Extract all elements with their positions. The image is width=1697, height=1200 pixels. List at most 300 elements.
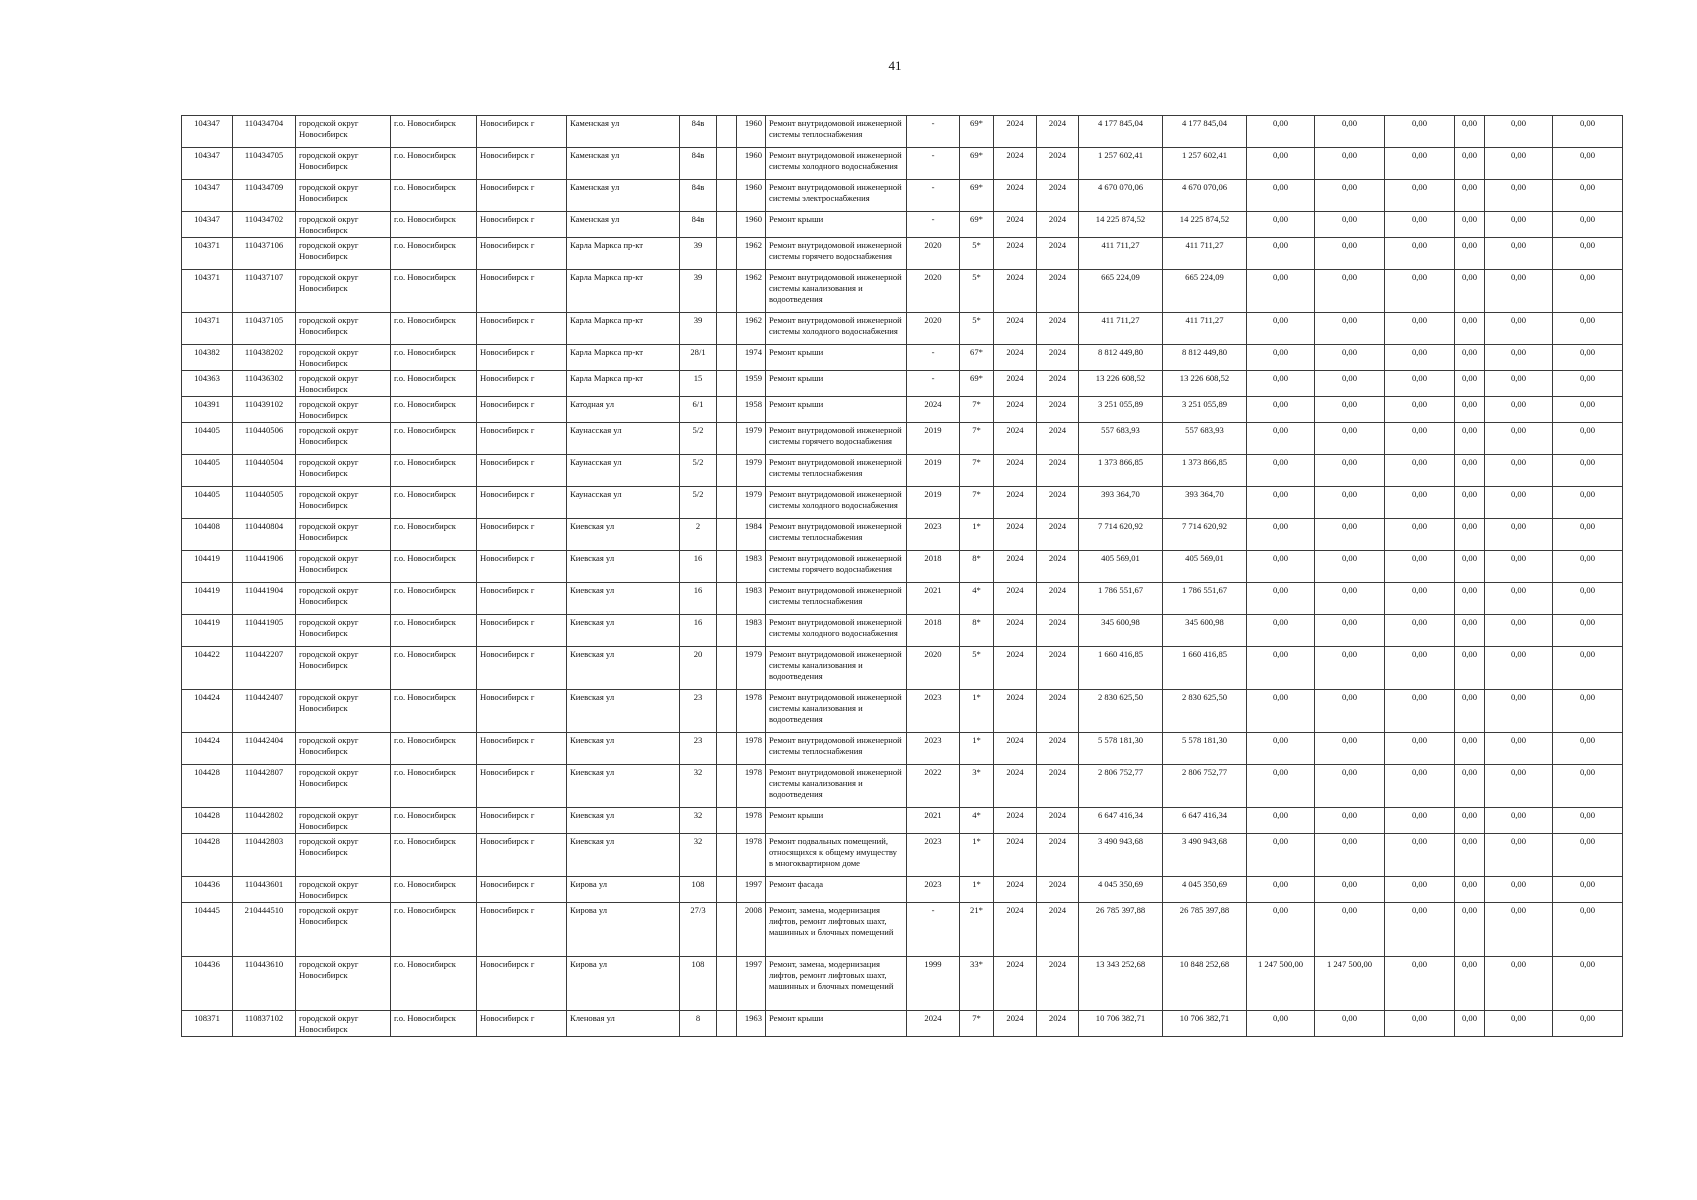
cell-locality: Новосибирск г <box>477 519 567 551</box>
cell-budget-amount-6: 0,00 <box>1553 397 1623 423</box>
cell-year-built: 1960 <box>737 212 766 238</box>
cell-year-built: 1978 <box>737 765 766 808</box>
cell-municipality: г.о. Новосибирск <box>391 877 477 903</box>
cell-rank: 5* <box>960 647 994 690</box>
cell-municipality: г.о. Новосибирск <box>391 212 477 238</box>
cell-locality: Новосибирск г <box>477 551 567 583</box>
cell-budget-amount-1: 0,00 <box>1247 903 1315 957</box>
cell-municipality: г.о. Новосибирск <box>391 397 477 423</box>
cell-budget-amount-4: 0,00 <box>1455 551 1485 583</box>
cell-plan-year-end: 2024 <box>1037 116 1079 148</box>
cell-budget-amount-6: 0,00 <box>1553 903 1623 957</box>
cell-municipal-district: городской округ Новосибирск <box>296 808 391 834</box>
cell-municipality: г.о. Новосибирск <box>391 148 477 180</box>
table-row <box>182 148 1623 180</box>
cell-budget-amount-5: 0,00 <box>1485 371 1553 397</box>
cell-total-cost: 2 830 625,50 <box>1079 690 1163 733</box>
cell-year-built: 1959 <box>737 371 766 397</box>
table-row <box>182 690 1623 733</box>
cell-work-type: Ремонт внутридомовой инженерной системы холодного водоснабжения <box>766 148 907 180</box>
cell-budget-amount-3: 0,00 <box>1385 455 1455 487</box>
cell-house-number: 84в <box>680 116 717 148</box>
cell-budget-amount-3: 0,00 <box>1385 615 1455 647</box>
cell-budget-amount-1: 0,00 <box>1247 212 1315 238</box>
cell-rank: 7* <box>960 423 994 455</box>
cell-budget-amount-5: 0,00 <box>1485 877 1553 903</box>
cell-house-id: 104347 <box>182 148 233 180</box>
cell-municipality: г.о. Новосибирск <box>391 270 477 313</box>
cell-fund-amount: 4 045 350,69 <box>1163 877 1247 903</box>
cell-budget-amount-6: 0,00 <box>1553 519 1623 551</box>
cell-year-built: 1958 <box>737 397 766 423</box>
cell-house-number: 20 <box>680 647 717 690</box>
cell-rank: 3* <box>960 765 994 808</box>
cell-building <box>717 808 737 834</box>
cell-fund-amount: 1 373 866,85 <box>1163 455 1247 487</box>
cell-budget-amount-5: 0,00 <box>1485 903 1553 957</box>
cell-house-number: 27/3 <box>680 903 717 957</box>
cell-budget-amount-4: 0,00 <box>1455 212 1485 238</box>
cell-house-id: 104408 <box>182 519 233 551</box>
cell-budget-amount-1: 0,00 <box>1247 733 1315 765</box>
cell-building <box>717 690 737 733</box>
cell-plan-year-start: 2024 <box>994 903 1037 957</box>
cell-work-type: Ремонт внутридомовой инженерной системы электроснабжения <box>766 180 907 212</box>
cell-budget-amount-2: 0,00 <box>1315 345 1385 371</box>
cell-house-number: 32 <box>680 834 717 877</box>
cell-fund-amount: 1 257 602,41 <box>1163 148 1247 180</box>
cell-budget-amount-5: 0,00 <box>1485 238 1553 270</box>
cell-locality: Новосибирск г <box>477 270 567 313</box>
cell-budget-amount-1: 0,00 <box>1247 519 1315 551</box>
cell-work-code: 110441906 <box>233 551 296 583</box>
cell-fund-amount: 1 660 416,85 <box>1163 647 1247 690</box>
cell-locality: Новосибирск г <box>477 733 567 765</box>
cell-locality: Новосибирск г <box>477 180 567 212</box>
cell-building <box>717 270 737 313</box>
cell-budget-amount-6: 0,00 <box>1553 270 1623 313</box>
cell-fund-amount: 5 578 181,30 <box>1163 733 1247 765</box>
cell-plan-year-end: 2024 <box>1037 180 1079 212</box>
cell-work-code: 110437107 <box>233 270 296 313</box>
cell-municipal-district: городской округ Новосибирск <box>296 270 391 313</box>
cell-total-cost: 10 706 382,71 <box>1079 1011 1163 1037</box>
cell-work-code: 110438202 <box>233 345 296 371</box>
cell-budget-amount-3: 0,00 <box>1385 957 1455 1011</box>
cell-budget-amount-5: 0,00 <box>1485 313 1553 345</box>
cell-municipality: г.о. Новосибирск <box>391 808 477 834</box>
cell-house-id: 104436 <box>182 877 233 903</box>
cell-work-type: Ремонт внутридомовой инженерной системы горячего водоснабжения <box>766 551 907 583</box>
cell-plan-year-start: 2024 <box>994 238 1037 270</box>
cell-municipality: г.о. Новосибирск <box>391 455 477 487</box>
cell-plan-year-start: 2024 <box>994 733 1037 765</box>
cell-budget-amount-4: 0,00 <box>1455 690 1485 733</box>
cell-budget-amount-3: 0,00 <box>1385 1011 1455 1037</box>
cell-locality: Новосибирск г <box>477 834 567 877</box>
cell-street: Карла Маркса пр-кт <box>567 238 680 270</box>
cell-plan-year-start: 2024 <box>994 877 1037 903</box>
cell-year-built: 1979 <box>737 455 766 487</box>
cell-total-cost: 1 373 866,85 <box>1079 455 1163 487</box>
cell-work-code: 110443610 <box>233 957 296 1011</box>
cell-budget-amount-4: 0,00 <box>1455 834 1485 877</box>
cell-house-id: 104428 <box>182 834 233 877</box>
cell-budget-amount-3: 0,00 <box>1385 551 1455 583</box>
cell-budget-amount-6: 0,00 <box>1553 808 1623 834</box>
cell-house-number: 28/1 <box>680 345 717 371</box>
cell-building <box>717 877 737 903</box>
cell-rank: 4* <box>960 583 994 615</box>
cell-municipality: г.о. Новосибирск <box>391 551 477 583</box>
cell-last-repair-year: 2020 <box>907 270 960 313</box>
page-number: 41 <box>888 58 902 73</box>
table-row <box>182 345 1623 371</box>
cell-building <box>717 212 737 238</box>
cell-work-type: Ремонт внутридомовой инженерной системы теплоснабжения <box>766 116 907 148</box>
cell-work-type: Ремонт внутридомовой инженерной системы холодного водоснабжения <box>766 615 907 647</box>
cell-house-number: 23 <box>680 733 717 765</box>
cell-work-code: 110441905 <box>233 615 296 647</box>
cell-budget-amount-4: 0,00 <box>1455 487 1485 519</box>
cell-municipality: г.о. Новосибирск <box>391 647 477 690</box>
cell-total-cost: 557 683,93 <box>1079 423 1163 455</box>
cell-last-repair-year: 2018 <box>907 551 960 583</box>
cell-municipal-district: городской округ Новосибирск <box>296 690 391 733</box>
cell-house-id: 108371 <box>182 1011 233 1037</box>
cell-house-number: 39 <box>680 270 717 313</box>
cell-budget-amount-5: 0,00 <box>1485 551 1553 583</box>
cell-house-id: 104424 <box>182 733 233 765</box>
cell-last-repair-year: 2020 <box>907 238 960 270</box>
cell-plan-year-end: 2024 <box>1037 455 1079 487</box>
cell-budget-amount-1: 0,00 <box>1247 371 1315 397</box>
cell-house-id: 104363 <box>182 371 233 397</box>
cell-fund-amount: 2 830 625,50 <box>1163 690 1247 733</box>
cell-budget-amount-2: 0,00 <box>1315 903 1385 957</box>
cell-budget-amount-2: 0,00 <box>1315 180 1385 212</box>
cell-year-built: 1974 <box>737 345 766 371</box>
cell-house-number: 5/2 <box>680 487 717 519</box>
cell-budget-amount-6: 0,00 <box>1553 212 1623 238</box>
cell-building <box>717 647 737 690</box>
cell-budget-amount-4: 0,00 <box>1455 519 1485 551</box>
cell-municipality: г.о. Новосибирск <box>391 765 477 808</box>
cell-plan-year-end: 2024 <box>1037 733 1079 765</box>
cell-budget-amount-1: 0,00 <box>1247 397 1315 423</box>
cell-work-type: Ремонт внутридомовой инженерной системы горячего водоснабжения <box>766 423 907 455</box>
cell-budget-amount-3: 0,00 <box>1385 313 1455 345</box>
cell-municipality: г.о. Новосибирск <box>391 180 477 212</box>
cell-budget-amount-4: 0,00 <box>1455 345 1485 371</box>
cell-budget-amount-4: 0,00 <box>1455 270 1485 313</box>
cell-work-code: 110434704 <box>233 116 296 148</box>
cell-building <box>717 519 737 551</box>
table-row <box>182 615 1623 647</box>
cell-year-built: 1978 <box>737 690 766 733</box>
cell-budget-amount-2: 0,00 <box>1315 834 1385 877</box>
cell-budget-amount-5: 0,00 <box>1485 397 1553 423</box>
cell-year-built: 1963 <box>737 1011 766 1037</box>
cell-last-repair-year: 2022 <box>907 765 960 808</box>
cell-total-cost: 3 490 943,68 <box>1079 834 1163 877</box>
cell-budget-amount-1: 0,00 <box>1247 647 1315 690</box>
cell-budget-amount-5: 0,00 <box>1485 690 1553 733</box>
cell-budget-amount-1: 0,00 <box>1247 615 1315 647</box>
table-row <box>182 765 1623 808</box>
cell-year-built: 1983 <box>737 615 766 647</box>
cell-budget-amount-6: 0,00 <box>1553 487 1623 519</box>
cell-rank: 33* <box>960 957 994 1011</box>
cell-work-type: Ремонт внутридомовой инженерной системы канализования и водоотведения <box>766 270 907 313</box>
cell-street: Киевская ул <box>567 615 680 647</box>
cell-building <box>717 903 737 957</box>
cell-street: Киевская ул <box>567 733 680 765</box>
cell-municipality: г.о. Новосибирск <box>391 903 477 957</box>
cell-municipality: г.о. Новосибирск <box>391 345 477 371</box>
cell-building <box>717 455 737 487</box>
cell-budget-amount-5: 0,00 <box>1485 647 1553 690</box>
table-row <box>182 957 1623 1011</box>
cell-total-cost: 3 251 055,89 <box>1079 397 1163 423</box>
cell-municipal-district: городской округ Новосибирск <box>296 371 391 397</box>
cell-building <box>717 313 737 345</box>
cell-budget-amount-5: 0,00 <box>1485 519 1553 551</box>
cell-street: Каунасская ул <box>567 455 680 487</box>
cell-fund-amount: 4 177 845,04 <box>1163 116 1247 148</box>
cell-building <box>717 1011 737 1037</box>
cell-municipality: г.о. Новосибирск <box>391 313 477 345</box>
cell-total-cost: 8 812 449,80 <box>1079 345 1163 371</box>
table-body <box>182 116 1623 1037</box>
cell-municipal-district: городской округ Новосибирск <box>296 345 391 371</box>
cell-total-cost: 13 226 608,52 <box>1079 371 1163 397</box>
cell-house-id: 104347 <box>182 116 233 148</box>
cell-budget-amount-2: 0,00 <box>1315 423 1385 455</box>
cell-municipality: г.о. Новосибирск <box>391 116 477 148</box>
cell-plan-year-start: 2024 <box>994 487 1037 519</box>
cell-budget-amount-5: 0,00 <box>1485 487 1553 519</box>
cell-work-type: Ремонт крыши <box>766 397 907 423</box>
cell-house-id: 104424 <box>182 690 233 733</box>
cell-budget-amount-6: 0,00 <box>1553 733 1623 765</box>
cell-last-repair-year: - <box>907 371 960 397</box>
cell-budget-amount-2: 0,00 <box>1315 615 1385 647</box>
cell-rank: 5* <box>960 270 994 313</box>
cell-building <box>717 551 737 583</box>
cell-house-id: 104428 <box>182 808 233 834</box>
cell-budget-amount-2: 0,00 <box>1315 455 1385 487</box>
cell-total-cost: 26 785 397,88 <box>1079 903 1163 957</box>
cell-street: Каменская ул <box>567 180 680 212</box>
cell-budget-amount-2: 0,00 <box>1315 371 1385 397</box>
cell-street: Киевская ул <box>567 690 680 733</box>
cell-fund-amount: 10 848 252,68 <box>1163 957 1247 1011</box>
cell-house-id: 104371 <box>182 270 233 313</box>
cell-budget-amount-2: 0,00 <box>1315 690 1385 733</box>
cell-rank: 1* <box>960 877 994 903</box>
table-row <box>182 270 1623 313</box>
cell-house-id: 104419 <box>182 615 233 647</box>
table-row <box>182 551 1623 583</box>
cell-plan-year-end: 2024 <box>1037 551 1079 583</box>
cell-fund-amount: 13 226 608,52 <box>1163 371 1247 397</box>
cell-plan-year-end: 2024 <box>1037 371 1079 397</box>
cell-budget-amount-6: 0,00 <box>1553 371 1623 397</box>
cell-year-built: 1983 <box>737 583 766 615</box>
cell-budget-amount-6: 0,00 <box>1553 345 1623 371</box>
cell-house-number: 23 <box>680 690 717 733</box>
cell-plan-year-end: 2024 <box>1037 487 1079 519</box>
cell-budget-amount-1: 0,00 <box>1247 1011 1315 1037</box>
cell-locality: Новосибирск г <box>477 148 567 180</box>
cell-municipal-district: городской округ Новосибирск <box>296 615 391 647</box>
cell-total-cost: 1 786 551,67 <box>1079 583 1163 615</box>
cell-work-code: 110442807 <box>233 765 296 808</box>
cell-building <box>717 238 737 270</box>
cell-municipal-district: городской округ Новосибирск <box>296 583 391 615</box>
table-row <box>182 487 1623 519</box>
table-row <box>182 423 1623 455</box>
cell-plan-year-end: 2024 <box>1037 345 1079 371</box>
cell-plan-year-start: 2024 <box>994 148 1037 180</box>
cell-budget-amount-1: 0,00 <box>1247 455 1315 487</box>
cell-budget-amount-5: 0,00 <box>1485 345 1553 371</box>
cell-locality: Новосибирск г <box>477 583 567 615</box>
cell-rank: 1* <box>960 690 994 733</box>
cell-budget-amount-2: 1 247 500,00 <box>1315 957 1385 1011</box>
cell-fund-amount: 1 786 551,67 <box>1163 583 1247 615</box>
cell-plan-year-end: 2024 <box>1037 765 1079 808</box>
cell-plan-year-start: 2024 <box>994 212 1037 238</box>
cell-municipal-district: городской округ Новосибирск <box>296 397 391 423</box>
cell-street: Карла Маркса пр-кт <box>567 345 680 371</box>
cell-plan-year-end: 2024 <box>1037 957 1079 1011</box>
cell-fund-amount: 6 647 416,34 <box>1163 808 1247 834</box>
cell-plan-year-end: 2024 <box>1037 877 1079 903</box>
cell-budget-amount-1: 0,00 <box>1247 313 1315 345</box>
cell-work-type: Ремонт крыши <box>766 371 907 397</box>
cell-work-code: 110437106 <box>233 238 296 270</box>
cell-plan-year-end: 2024 <box>1037 238 1079 270</box>
cell-budget-amount-3: 0,00 <box>1385 212 1455 238</box>
cell-street: Карла Маркса пр-кт <box>567 270 680 313</box>
cell-work-code: 110434702 <box>233 212 296 238</box>
cell-plan-year-start: 2024 <box>994 270 1037 313</box>
cell-locality: Новосибирск г <box>477 808 567 834</box>
cell-plan-year-start: 2024 <box>994 765 1037 808</box>
cell-year-built: 1984 <box>737 519 766 551</box>
cell-budget-amount-1: 0,00 <box>1247 270 1315 313</box>
cell-plan-year-start: 2024 <box>994 423 1037 455</box>
cell-year-built: 1979 <box>737 423 766 455</box>
cell-budget-amount-6: 0,00 <box>1553 180 1623 212</box>
cell-plan-year-start: 2024 <box>994 116 1037 148</box>
cell-locality: Новосибирск г <box>477 455 567 487</box>
cell-total-cost: 7 714 620,92 <box>1079 519 1163 551</box>
cell-building <box>717 487 737 519</box>
cell-year-built: 1962 <box>737 270 766 313</box>
cell-plan-year-start: 2024 <box>994 1011 1037 1037</box>
cell-budget-amount-3: 0,00 <box>1385 397 1455 423</box>
table-row <box>182 116 1623 148</box>
cell-budget-amount-3: 0,00 <box>1385 690 1455 733</box>
cell-budget-amount-2: 0,00 <box>1315 148 1385 180</box>
cell-budget-amount-3: 0,00 <box>1385 903 1455 957</box>
table-row <box>182 371 1623 397</box>
cell-budget-amount-1: 0,00 <box>1247 148 1315 180</box>
cell-street: Катодная ул <box>567 397 680 423</box>
cell-plan-year-end: 2024 <box>1037 1011 1079 1037</box>
cell-year-built: 1962 <box>737 238 766 270</box>
cell-municipality: г.о. Новосибирск <box>391 733 477 765</box>
cell-plan-year-end: 2024 <box>1037 313 1079 345</box>
cell-work-code: 110441904 <box>233 583 296 615</box>
cell-work-code: 110442803 <box>233 834 296 877</box>
cell-rank: 5* <box>960 238 994 270</box>
cell-work-type: Ремонт фасада <box>766 877 907 903</box>
cell-house-id: 104347 <box>182 212 233 238</box>
cell-work-type: Ремонт внутридомовой инженерной системы теплоснабжения <box>766 455 907 487</box>
cell-last-repair-year: 2024 <box>907 1011 960 1037</box>
cell-work-code: 110440506 <box>233 423 296 455</box>
cell-plan-year-end: 2024 <box>1037 270 1079 313</box>
cell-last-repair-year: 2020 <box>907 647 960 690</box>
cell-building <box>717 834 737 877</box>
cell-work-code: 110440504 <box>233 455 296 487</box>
cell-municipality: г.о. Новосибирск <box>391 487 477 519</box>
cell-last-repair-year: - <box>907 212 960 238</box>
cell-budget-amount-3: 0,00 <box>1385 808 1455 834</box>
cell-budget-amount-5: 0,00 <box>1485 180 1553 212</box>
cell-plan-year-start: 2024 <box>994 647 1037 690</box>
cell-budget-amount-4: 0,00 <box>1455 765 1485 808</box>
cell-house-number: 32 <box>680 765 717 808</box>
cell-house-number: 108 <box>680 957 717 1011</box>
cell-year-built: 1960 <box>737 148 766 180</box>
cell-municipality: г.о. Новосибирск <box>391 423 477 455</box>
cell-total-cost: 2 806 752,77 <box>1079 765 1163 808</box>
cell-budget-amount-4: 0,00 <box>1455 371 1485 397</box>
cell-budget-amount-4: 0,00 <box>1455 957 1485 1011</box>
cell-fund-amount: 393 364,70 <box>1163 487 1247 519</box>
cell-budget-amount-6: 0,00 <box>1553 957 1623 1011</box>
cell-budget-amount-3: 0,00 <box>1385 116 1455 148</box>
cell-rank: 1* <box>960 834 994 877</box>
cell-year-built: 1962 <box>737 313 766 345</box>
cell-budget-amount-2: 0,00 <box>1315 1011 1385 1037</box>
cell-locality: Новосибирск г <box>477 238 567 270</box>
cell-budget-amount-2: 0,00 <box>1315 116 1385 148</box>
cell-house-id: 104382 <box>182 345 233 371</box>
table-row <box>182 238 1623 270</box>
cell-municipality: г.о. Новосибирск <box>391 519 477 551</box>
cell-budget-amount-3: 0,00 <box>1385 765 1455 808</box>
cell-budget-amount-4: 0,00 <box>1455 877 1485 903</box>
cell-budget-amount-6: 0,00 <box>1553 877 1623 903</box>
cell-street: Карла Маркса пр-кт <box>567 371 680 397</box>
cell-budget-amount-5: 0,00 <box>1485 957 1553 1011</box>
cell-municipal-district: городской округ Новосибирск <box>296 313 391 345</box>
cell-budget-amount-6: 0,00 <box>1553 834 1623 877</box>
cell-municipality: г.о. Новосибирск <box>391 690 477 733</box>
cell-budget-amount-2: 0,00 <box>1315 238 1385 270</box>
cell-work-code: 110440505 <box>233 487 296 519</box>
table-row <box>182 733 1623 765</box>
cell-total-cost: 411 711,27 <box>1079 313 1163 345</box>
cell-plan-year-end: 2024 <box>1037 148 1079 180</box>
cell-budget-amount-5: 0,00 <box>1485 423 1553 455</box>
